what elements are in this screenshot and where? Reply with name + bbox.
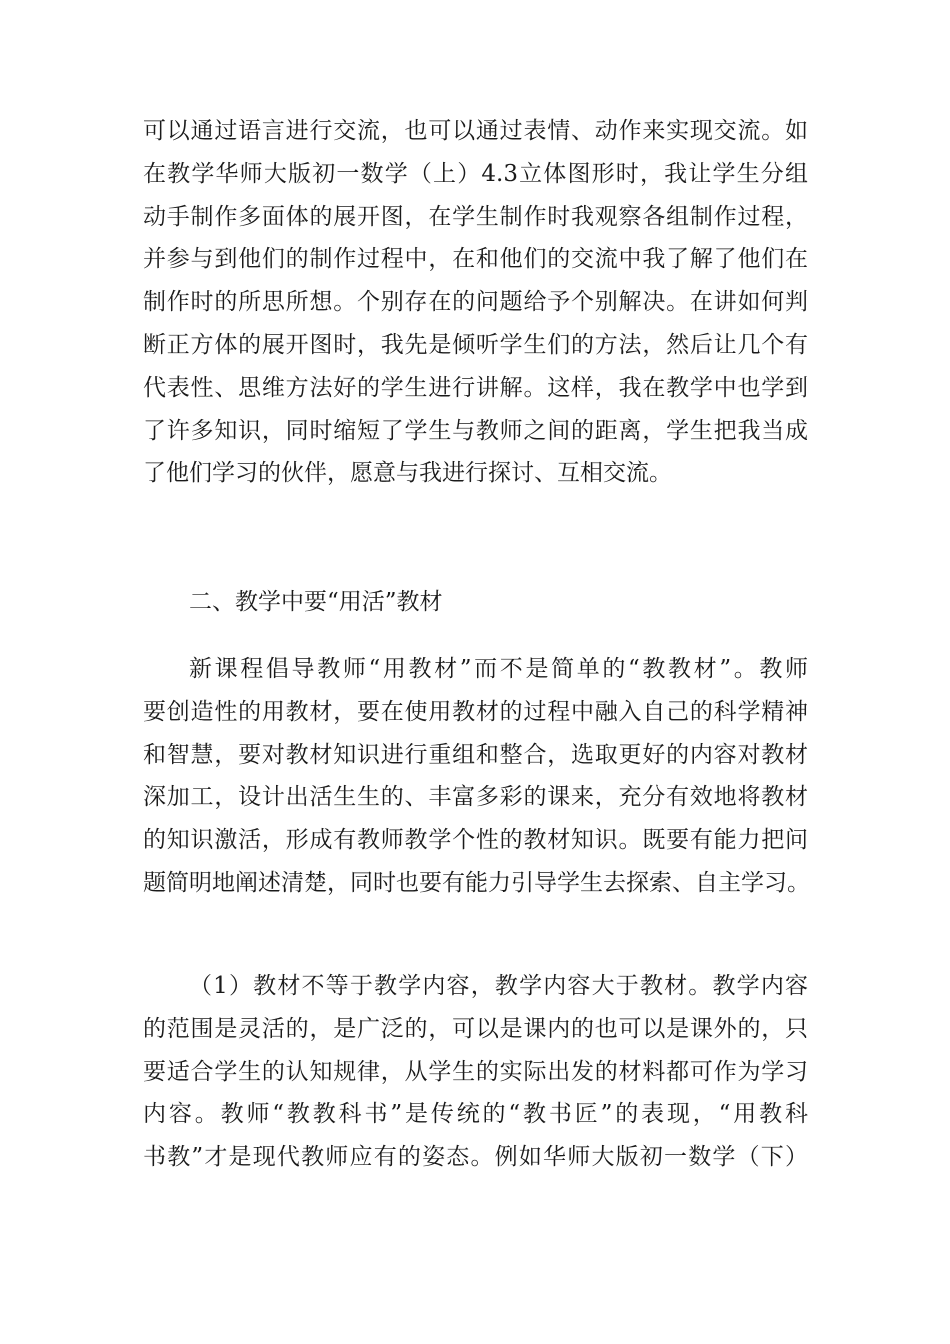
text-line: （1）教材不等于教学内容，教学内容大于教材。教学内容 bbox=[189, 973, 808, 999]
section-heading bbox=[143, 581, 808, 624]
paragraph-use-textbook bbox=[143, 648, 808, 905]
text-line: 的知识激活，形成有教师教学个性的教材知识。既要有能力把问 bbox=[143, 827, 808, 854]
text-line: 要创造性的用教材，要在使用教材的过程中融入自己的科学精神 bbox=[143, 698, 808, 725]
text-line: 制作时的所思所想。个别存在的问题给予个别解决。在讲如何判 bbox=[143, 289, 808, 316]
text-line: 代表性、思维方法好的学生进行讲解。这样，我在教学中也学到 bbox=[143, 374, 808, 401]
text-line: 题简明地阐述清楚，同时也要有能力引导学生去探索、自主学习。 bbox=[143, 869, 810, 896]
text-line: 的范围是灵活的，是广泛的，可以是课内的也可以是课外的，只 bbox=[143, 1015, 808, 1042]
text-line: 要适合学生的认知规律，从学生的实际出发的材料都可作为学习 bbox=[143, 1058, 808, 1085]
text-line: 断正方体的展开图时，我先是倾听学生们的方法，然后让几个有 bbox=[143, 331, 808, 358]
text-line: 新课程倡导教师“用教材”而不是简单的“教教材”。教师 bbox=[189, 656, 808, 682]
section-heading-text: 二、教学中要“用活”教材 bbox=[189, 589, 443, 615]
text-line: 动手制作多面体的展开图，在学生制作时我观察各组制作过程， bbox=[143, 203, 808, 230]
text-line: 和智慧，要对教材知识进行重组和整合，选取更好的内容对教材 bbox=[143, 741, 808, 768]
text-line: 深加工，设计出活生生的、丰富多彩的课来，充分有效地将教材 bbox=[143, 784, 808, 811]
text-line: 了许多知识，同时缩短了学生与教师之间的距离，学生把我当成 bbox=[143, 417, 808, 444]
text-line: 并参与到他们的制作过程中，在和他们的交流中我了解了他们在 bbox=[143, 246, 808, 273]
text-line: 在教学华师大版初一数学（上）4.3立体图形时，我让学生分组 bbox=[143, 160, 808, 187]
text-line: 了他们学习的伙伴，愿意与我进行探讨、互相交流。 bbox=[143, 460, 672, 487]
paragraph-teaching-content bbox=[143, 965, 808, 1179]
text-line: 书教”才是现代教师应有的姿态。例如华师大版初一数学（下） bbox=[143, 1144, 808, 1171]
text-line: 内容。教师“教教科书”是传统的“教书匠”的表现，“用教科 bbox=[143, 1101, 808, 1128]
paragraph-communication bbox=[143, 110, 808, 495]
text-line: 可以通过语言进行交流，也可以通过表情、动作来实现交流。如 bbox=[143, 118, 808, 144]
